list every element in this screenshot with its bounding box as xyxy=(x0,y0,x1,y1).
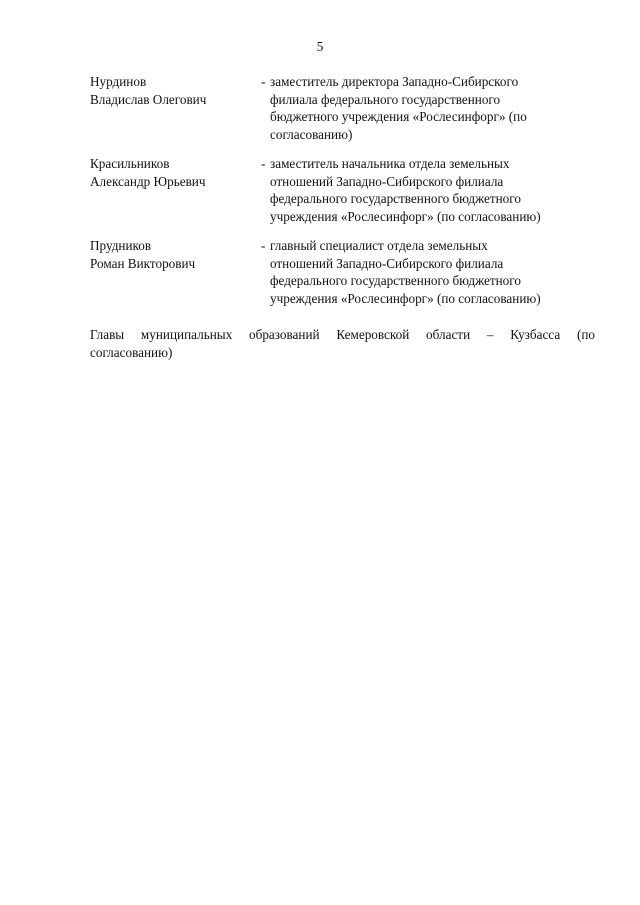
member-role-line: бюджетного учреждения «Рослесинфорг» (по xyxy=(270,109,527,125)
member-given-names: Роман Викторович xyxy=(90,255,196,271)
member-dash: - xyxy=(261,74,266,89)
page-number: 5 xyxy=(316,39,324,54)
member-role-line: отношений Западно-Сибирского филиала xyxy=(270,173,504,189)
member-given-names: Александр Юрьевич xyxy=(90,173,206,189)
member-role xyxy=(270,73,600,143)
member-name xyxy=(90,73,255,108)
closing-paragraph: Главы муниципальных образований Кемеровской области – Кузбасса (по согласованию) xyxy=(90,327,595,360)
member-role-line: учреждения «Рослесинфорг» (по согласованию) xyxy=(270,290,541,306)
member-role-line: учреждения «Рослесинфорг» (по согласованию) xyxy=(270,208,541,224)
member-role-line: федерального государственного бюджетного xyxy=(270,273,521,289)
member-surname: Нурдинов xyxy=(90,74,147,89)
member-role-line: филиала федерального государственного xyxy=(270,91,501,107)
member-role-line: отношений Западно-Сибирского филиала xyxy=(270,255,504,271)
member-name xyxy=(90,155,255,190)
member-role-line: заместитель директора Западно-Сибирского xyxy=(270,74,519,89)
member-surname: Красильников xyxy=(90,156,170,171)
member-role xyxy=(270,237,600,307)
member-surname: Прудников xyxy=(90,238,152,253)
member-role xyxy=(270,155,600,225)
member-dash: - xyxy=(261,238,266,253)
member-role-line: федерального государственного бюджетного xyxy=(270,191,521,207)
member-dash: - xyxy=(261,156,266,171)
member-given-names: Владислав Олегович xyxy=(90,91,207,107)
member-name xyxy=(90,237,255,272)
member-role-line: главный специалист отдела земельных xyxy=(270,238,488,253)
member-role-line: заместитель начальника отдела земельных xyxy=(270,156,510,171)
member-role-line: согласованию) xyxy=(270,126,353,142)
